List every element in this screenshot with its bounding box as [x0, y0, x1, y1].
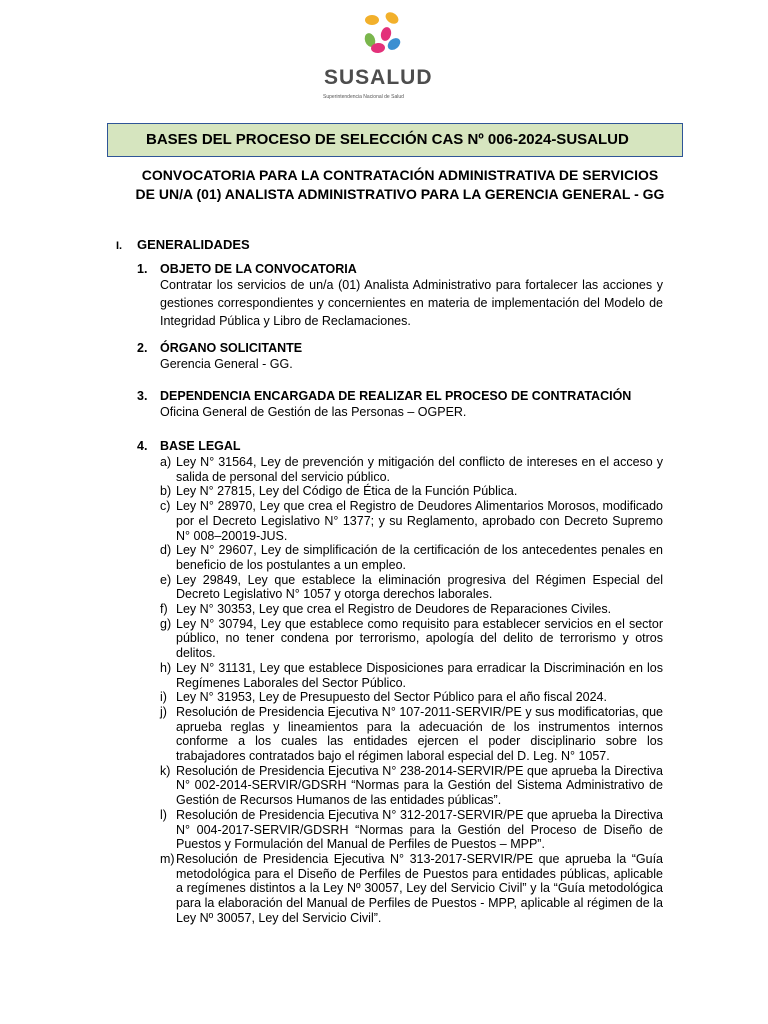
item-body: Gerencia General - GG.	[160, 357, 293, 371]
legal-item-text: Ley N° 31953, Ley de Presupuesto del Sector Público para el año fiscal 2024.	[176, 690, 607, 705]
logo-petal	[365, 15, 379, 25]
legal-item-letter: l)	[160, 807, 167, 822]
item-body: Oficina General de Gestión de las Personas – OGPER.	[160, 405, 467, 419]
legal-item-letter: h)	[160, 660, 172, 675]
base-legal	[137, 437, 663, 926]
legal-list	[137, 455, 663, 926]
item-objeto	[137, 262, 663, 330]
legal-item-text: Ley N° 27815, Ley del Código de Ética de la Función Pública.	[176, 484, 518, 499]
legal-item	[160, 573, 663, 602]
legal-item	[160, 484, 663, 499]
legal-item	[160, 602, 663, 617]
item-title: DEPENDENCIA ENCARGADA DE REALIZAR EL PROCESO DE CONTRATACIÓN	[160, 389, 632, 403]
subtitle-line-1: CONVOCATORIA PARA LA CONTRATACIÓN ADMINISTRATIVA DE SERVICIOS	[141, 167, 659, 183]
logo-petal	[383, 10, 400, 26]
legal-item-text: Resolución de Presidencia Ejecutiva N° 312-2017-SERVIR/PE que aprueba la Directiva N° 004-2017-SERVIR/GDSRH “Normas para la Gestión del Proceso de Diseño de Puestos y Formulación del Manual de Perfiles de Puestos – MPP”.	[176, 807, 663, 852]
item-number: 1.	[137, 262, 148, 276]
legal-item-text: Ley N° 28970, Ley que crea el Registro de Deudores Alimentarios Morosos, modificado por el Decreto Legislativo N° 1377; y su Reglamento, aprobado con Decreto Supremo N° 008–20019-JUS.	[176, 499, 663, 543]
legal-item	[160, 705, 663, 764]
document-subtitle	[120, 166, 680, 204]
legal-item-letter: e)	[160, 572, 172, 587]
legal-item	[160, 764, 663, 808]
legal-item-letter: k)	[160, 763, 171, 778]
legal-item-letter: c)	[160, 499, 171, 514]
item-organo	[137, 341, 663, 373]
logo-wordmark: SUSALUD	[324, 66, 433, 89]
item-number: 2.	[137, 341, 148, 355]
legal-item	[160, 661, 663, 690]
logo-petal	[379, 26, 392, 42]
legal-item	[160, 455, 663, 484]
legal-item-letter: b)	[160, 484, 172, 499]
section-heading	[116, 237, 250, 252]
legal-item-letter: m)	[160, 851, 175, 866]
legal-item-text: Ley N° 31131, Ley que establece Disposiciones para erradicar la Discriminación en los Regímenes Laborales del Sector Público.	[176, 660, 663, 690]
legal-item-letter: j)	[160, 704, 167, 719]
logo-tagline: Superintendencia Nacional de Salud	[323, 94, 404, 100]
legal-item-letter: i)	[160, 690, 167, 705]
item-title: ÓRGANO SOLICITANTE	[160, 341, 303, 355]
legal-item	[160, 690, 663, 705]
legal-item	[160, 808, 663, 852]
subtitle-line-2: DE UN/A (01) ANALISTA ADMINISTRATIVO PARA LA GERENCIA GENERAL - GG	[135, 186, 665, 202]
document-title: BASES DEL PROCESO DE SELECCIÓN CAS Nº 006-2024-SUSALUD	[107, 123, 683, 157]
susalud-flower-icon	[360, 10, 406, 56]
item-body: Contratar los servicios de un/a (01) Analista Administrativo para fortalecer las acciones y gestiones correspondientes y concernientes en materia de implementación del Modelo de Integridad Pública y Libro de Reclamaciones.	[160, 278, 663, 328]
legal-item-text: Resolución de Presidencia Ejecutiva N° 107-2011-SERVIR/PE y sus modificatorias, que aprueba reglas y lineamientos para la adecuación de los instrumentos internos conforme a los cuales las entidades ejercen el poder disciplinario sobre los trabajadores contratados bajo el régimen laboral especial del D. Leg. N° 1057.	[176, 704, 663, 764]
legal-item-text: Ley 29849, Ley que establece la eliminación progresiva del Régimen Especial del Decreto Legislativo N° 1057 y otorga derechos laborales.	[176, 572, 663, 602]
legal-item-letter: g)	[160, 616, 172, 631]
legal-item-text: Resolución de Presidencia Ejecutiva N° 313-2017-SERVIR/PE que aprueba la “Guía metodológica para el Diseño de Perfiles de Puestos para entidades públicas, aplicable a regímenes distintos a la Ley Nº 30057, Ley del Servicio Civil” y la “Guía metodológica para la elaboración del Manual de Perfiles de Puestos - MPP, aplicable al régimen de la Ley Nº 30057, Ley del Servicio Civil”.	[176, 851, 663, 925]
legal-item	[160, 617, 663, 661]
section-title: GENERALIDADES	[137, 237, 250, 252]
legal-item-text: Resolución de Presidencia Ejecutiva N° 238-2014-SERVIR/PE que aprueba la Directiva N° 002-2014-SERVIR/GDSRH “Normas para la Gestión del Sistema Administrativo de Gestión de Recursos Humanos de las entidades públicas”.	[176, 763, 663, 808]
legal-item-text: Ley N° 31564, Ley de prevención y mitigación del conflicto de intereses en el acceso y salida de personal del servicio público.	[176, 455, 663, 484]
legal-item-letter: f)	[160, 602, 168, 617]
legal-item	[160, 543, 663, 572]
legal-item-letter: a)	[160, 455, 172, 469]
legal-item-text: Ley N° 29607, Ley de simplificación de la certificación de los antecedentes penales en beneficio de los postulantes a un empleo.	[176, 543, 663, 572]
legal-item	[160, 852, 663, 926]
item-dependencia	[137, 389, 663, 421]
section-number: I.	[116, 240, 123, 252]
item-number: 3.	[137, 389, 148, 403]
susalud-logo	[300, 10, 470, 100]
legal-item	[160, 499, 663, 543]
item-title: OBJETO DE LA CONVOCATORIA	[160, 262, 357, 276]
legal-item-letter: d)	[160, 543, 172, 558]
item-title: BASE LEGAL	[160, 439, 241, 453]
legal-item-text: Ley N° 30794, Ley que establece como requisito para establecer servicios en el sector público, no tener condena por terrorismo, apología del delito de terrorismo y otros delitos.	[176, 616, 663, 661]
legal-item-text: Ley N° 30353, Ley que crea el Registro de Deudores de Reparaciones Civiles.	[176, 602, 612, 617]
item-number: 4.	[137, 439, 148, 453]
